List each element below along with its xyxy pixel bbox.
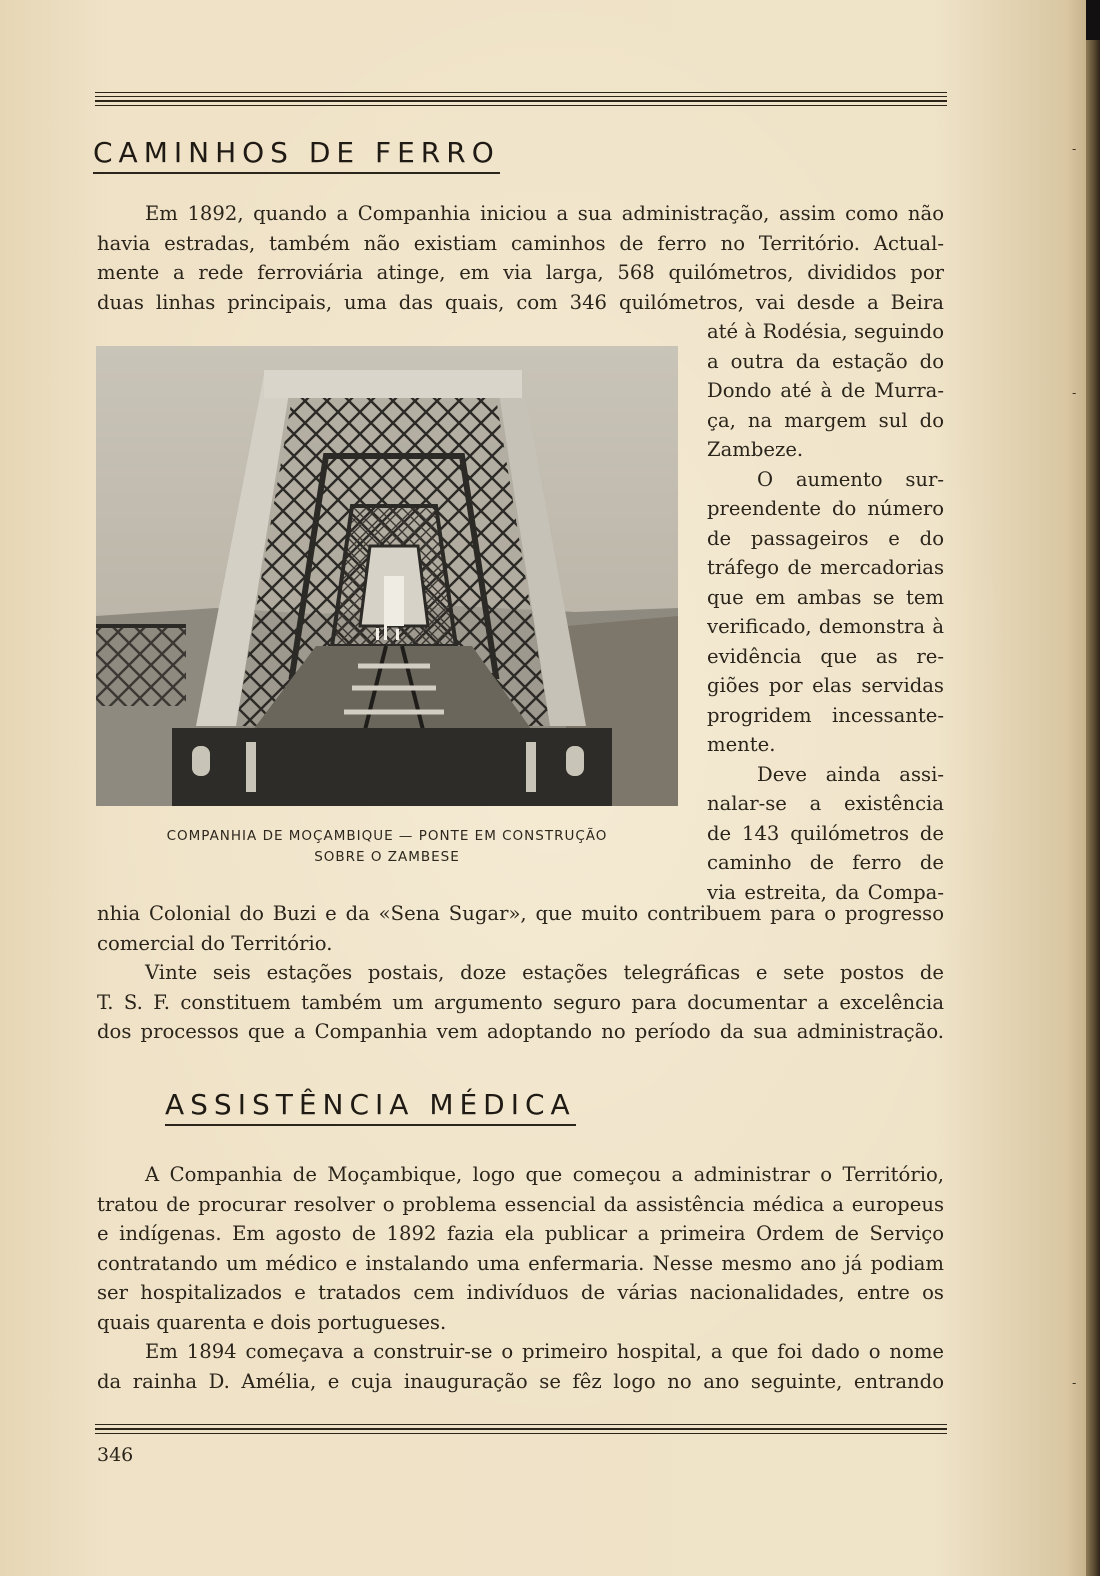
text-line: de 143 quilómetros de xyxy=(707,821,944,845)
text-line: evidência que as re- xyxy=(707,644,944,668)
text-line: caminho de ferro de xyxy=(707,851,944,874)
text-line: até à Rodésia, seguindo xyxy=(707,320,944,343)
page-number: 346 xyxy=(97,1444,134,1466)
text-line: contratando um médico e instalando uma enfermaria. Nesse mesmo ano já podiam xyxy=(97,1251,944,1275)
text-line: progridem incessante- xyxy=(707,703,944,727)
bridge-photo xyxy=(96,346,678,806)
text-line: dos processos que a Companhia vem adoptando no período da sua administração. xyxy=(97,1020,944,1043)
text-line: A Companhia de Moçambique, logo que começou a administrar o Território, xyxy=(145,1163,944,1186)
medical-paragraphs xyxy=(97,1160,944,1396)
figure-caption xyxy=(96,826,678,868)
bridge-image xyxy=(96,346,678,806)
text-line: de passageiros e do xyxy=(707,526,944,550)
text-line: via estreita, da Compa- xyxy=(707,880,944,904)
margin-mark: ‐ xyxy=(1072,386,1077,400)
margin-mark: ‐ xyxy=(1072,142,1077,156)
text-line: quais quarenta e dois portugueses. xyxy=(97,1310,447,1334)
text-line: O aumento sur- xyxy=(757,467,944,491)
text-line: Vinte seis estações postais, doze estações telegráficas e sete postos de xyxy=(145,961,944,984)
section-title-railways: CAMINHOS DE FERRO xyxy=(93,136,500,174)
header-rule xyxy=(95,92,947,109)
text-line: preendente do número xyxy=(707,497,944,520)
text-line: duas linhas principais, uma das quais, com 346 quilómetros, vai desde a Beira xyxy=(97,290,944,314)
text-line: T. S. F. constituem também um argumento seguro para documentar a excelência xyxy=(97,990,944,1014)
text-line: nalar-se a existência xyxy=(707,792,944,815)
text-line: ser hospitalizados e tratados cem indivíduos de várias nacionalidades, entre os xyxy=(97,1281,944,1304)
caption-line: COMPANHIA DE MOÇAMBIQUE — PONTE EM CONSTRUÇÃO xyxy=(166,828,608,844)
text-line: comercial do Território. xyxy=(97,931,333,955)
text-line: da rainha D. Amélia, e cuja inauguração se fêz logo no ano seguinte, entrando xyxy=(97,1369,944,1393)
railways-column-text xyxy=(707,317,944,907)
railways-paragraph-1 xyxy=(97,199,944,317)
text-line: Deve ainda assi- xyxy=(757,762,944,786)
text-line: Em 1894 começava a construir-se o primeiro hospital, a que foi dado o nome xyxy=(145,1340,944,1363)
text-line: a outra da estação do xyxy=(707,349,944,373)
text-line: havia estradas, também não existiam caminhos de ferro no Território. Actual- xyxy=(97,231,944,255)
text-line: Em 1892, quando a Companhia iniciou a sua administração, assim como não xyxy=(145,202,944,225)
section-title-medical: ASSISTÊNCIA MÉDICA xyxy=(165,1088,576,1126)
text-line: tratou de procurar resolver o problema essencial da assistência médica a europeus xyxy=(97,1192,944,1216)
text-line: Zambeze. xyxy=(707,438,804,461)
footer-rule xyxy=(95,1424,947,1437)
text-line: e indígenas. Em agosto de 1892 fazia ela publicar a primeira Ordem de Serviço xyxy=(97,1222,944,1245)
text-line: mente a rede ferroviária atinge, em via larga, 568 quilómetros, divididos por xyxy=(97,261,944,284)
binding-corner-shadow xyxy=(1086,0,1100,40)
text-line: mente. xyxy=(707,733,776,756)
text-line: verificado, demonstra à xyxy=(707,615,944,638)
caption-line: SOBRE O ZAMBESE xyxy=(314,849,460,865)
text-line: que em ambas se tem xyxy=(707,585,944,609)
book-binding-edge xyxy=(1086,0,1100,1576)
text-line: Dondo até à de Murra- xyxy=(707,379,944,402)
railways-paragraph-3-continued xyxy=(97,899,944,1047)
text-line: tráfego de mercadorias xyxy=(707,556,944,579)
text-line: nhia Colonial do Buzi e da «Sena Sugar», que muito contribuem para o progresso xyxy=(97,902,944,925)
text-line: ça, na margem sul do xyxy=(707,408,944,432)
margin-mark: ‐ xyxy=(1072,1376,1077,1390)
text-line: giões por elas servidas xyxy=(707,674,944,697)
